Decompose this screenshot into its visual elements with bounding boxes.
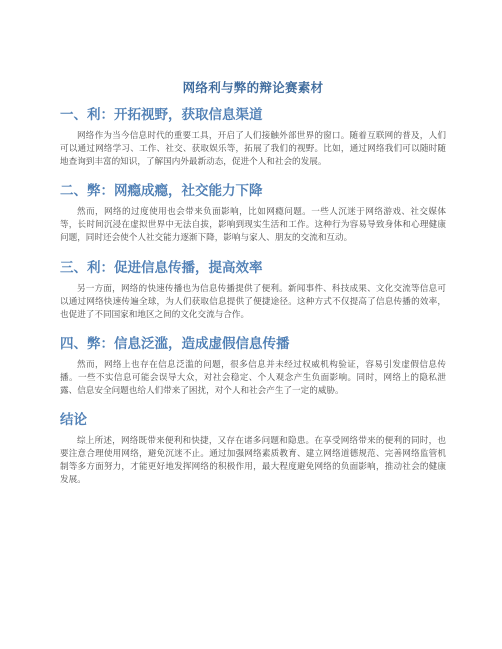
- section-heading: 一、利：开拓视野，获取信息渠道: [60, 107, 263, 123]
- section-benefit-efficiency: [60, 259, 446, 322]
- section-paragraph: 然而，网络的过度使用也会带来负面影响，比如网瘾问题。一些人沉迷于网络游戏、社交媒体等，长时间沉浸在虚拟世界中无法自拔，影响到现实生活和工作。这种行为容易导致身体和心理健康问题，同时还会使个人社交能力逐渐下降，影响与家人、朋友的交流和互动。: [60, 207, 446, 244]
- section-paragraph: 网络作为当今信息时代的重要工具，开启了人们接触外部世界的窗口。随着互联网的普及，人们可以通过网络学习、工作、社交、获取娱乐等，拓展了我们的视野。比如，通过网络我们可以随时随地查询到丰富的知识，了解国内外最新动态，促进个人和社会的发展。: [60, 131, 446, 168]
- section-heading: 二、弊：网瘾成瘾，社交能力下降: [60, 183, 263, 200]
- section-paragraph: 另一方面，网络的快速传播也为信息传播提供了便利。新闻事件、科技成果、文化交流等信息可以通过网络快速传遍全球，为人们获取信息提供了便捷途径。这种方式不仅提高了信息传播的效率，也促进了不同国家和地区之间的文化交流与合作。: [60, 283, 446, 320]
- section-drawback-misinformation: [60, 335, 446, 398]
- section-drawback-addiction: [60, 182, 446, 245]
- section-heading: 三、利：促进信息传播，提高效率: [60, 259, 263, 276]
- section-paragraph: 然而，网络上也存在信息泛滥的问题，很多信息并未经过权威机构验证，容易引发虚假信息传播。一些不实信息可能会误导大众，对社会稳定、个人观念产生负面影响。同时，网络上的隐私泄露、信息安全问题也给人们带来了困扰，对个人和社会产生了一定的威胁。: [60, 359, 446, 397]
- section-benefit-vision: [60, 106, 446, 169]
- document-page: [60, 78, 446, 501]
- section-conclusion: [60, 411, 446, 487]
- section-paragraph: 综上所述，网络既带来便利和快捷，又存在诸多问题和隐患。在享受网络带来的便利的同时，也要注意合理使用网络，避免沉迷不止。通过加强网络素质教育、建立网络道德规范、完善网络监管机制等多方面努力，才能更好地发挥网络的积极作用，最大程度避免网络的负面影响，推动社会的健康发展。: [60, 436, 446, 486]
- section-heading: 四、弊：信息泛滥，造成虚假信息传播: [60, 335, 290, 352]
- section-heading: 结论: [60, 412, 87, 429]
- document-title: 网络利与弊的辩论赛素材: [182, 80, 324, 95]
